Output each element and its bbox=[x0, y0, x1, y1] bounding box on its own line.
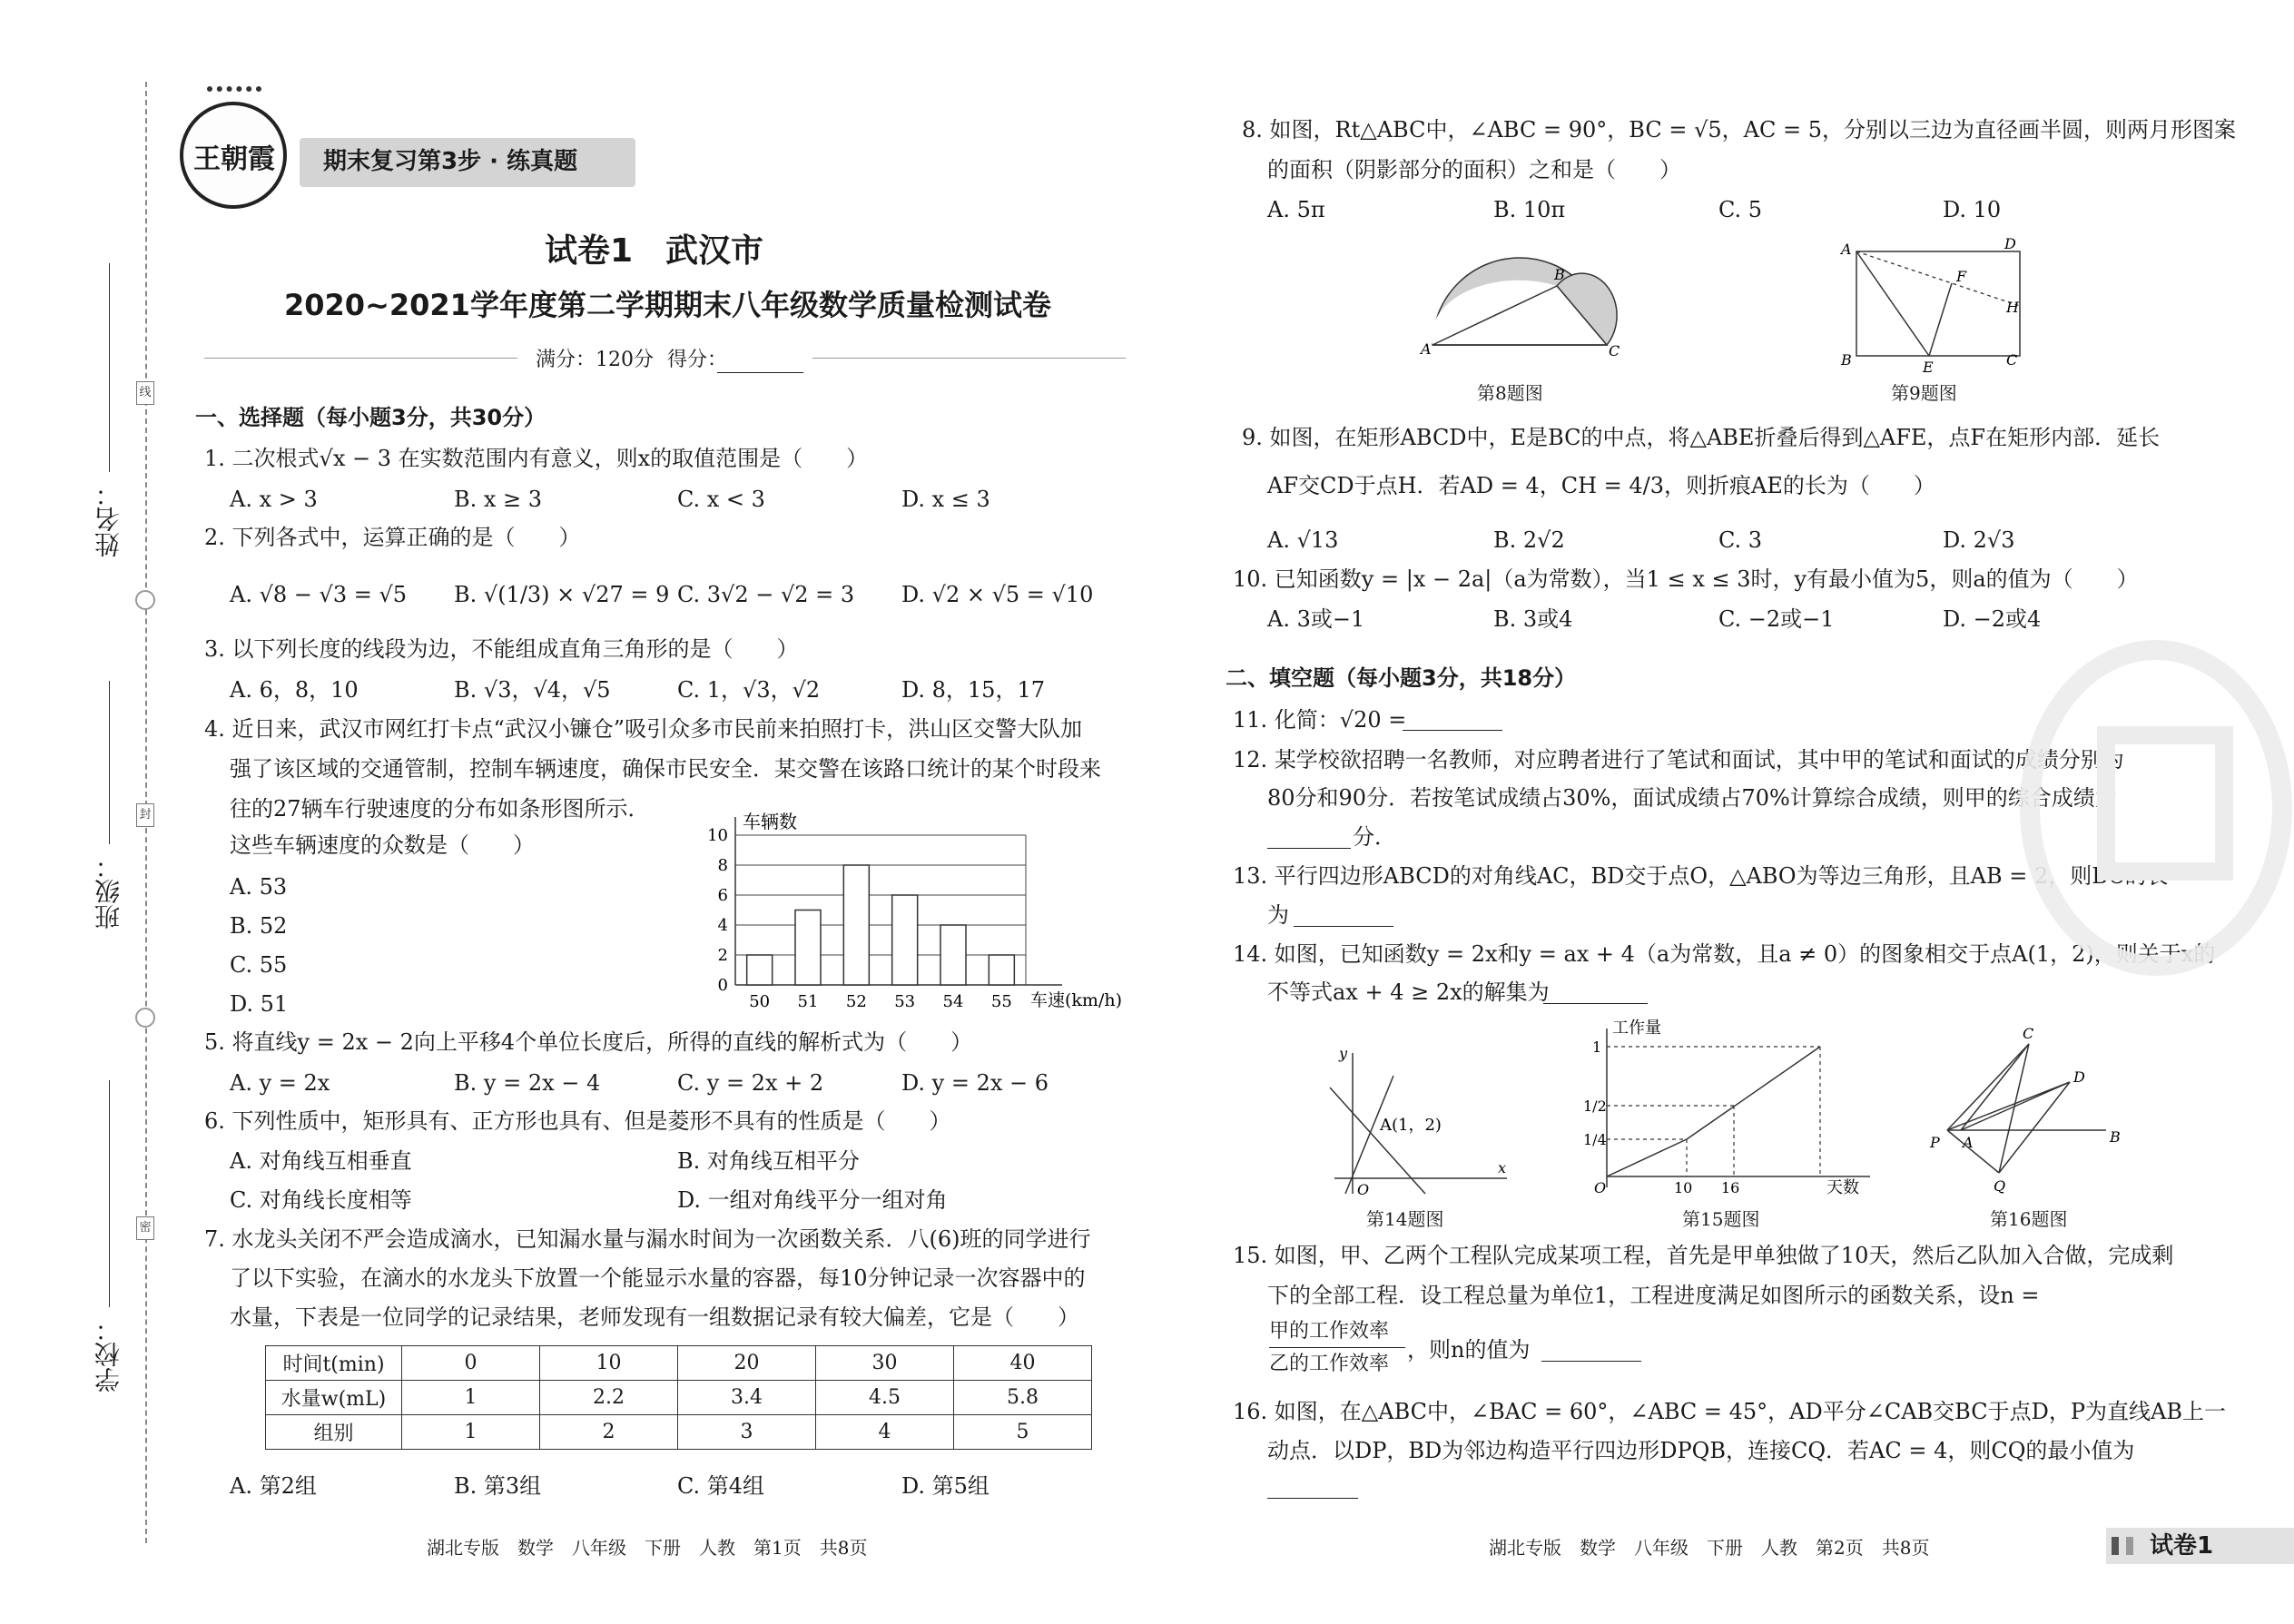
q4-line2: 强了该区域的交通管制，控制车辆速度，确保市民安全．某交警在该路口统计的某个时段来 bbox=[230, 756, 1101, 782]
binding-hole bbox=[135, 1008, 155, 1028]
table-cell: 水量w(mL) bbox=[266, 1381, 402, 1415]
class-field[interactable] bbox=[109, 681, 110, 844]
chart-bar bbox=[892, 895, 918, 985]
q4-option-a[interactable]: A. 53 bbox=[230, 874, 288, 900]
figure-15-ylabel: 工作量 bbox=[1612, 1019, 1661, 1038]
q16-answer-blank[interactable] bbox=[1267, 1498, 1358, 1499]
figure-9 bbox=[1834, 238, 2024, 374]
svg-text:10: 10 bbox=[1674, 1179, 1693, 1196]
banner-text: 期末复习第3步 · 练真题 bbox=[323, 148, 578, 175]
q8-line2: 的面积（阴影部分的面积）之和是（ ） bbox=[1267, 157, 1681, 182]
q4-line3: 往的27辆车行驶速度的分布如条形图所示． bbox=[230, 796, 650, 822]
page-tag bbox=[2106, 1528, 2294, 1564]
chart-xtick-label: 54 bbox=[942, 992, 964, 1011]
svg-text:C: C bbox=[2006, 351, 2018, 369]
binding-hole bbox=[135, 590, 155, 610]
svg-text:D: D bbox=[2073, 1068, 2085, 1086]
q3-option-c[interactable]: C. 1，√3，√2 bbox=[677, 677, 821, 703]
q5-option-a[interactable]: A. y = 2x bbox=[230, 1070, 330, 1096]
svg-text:D: D bbox=[2004, 238, 2016, 252]
q2: 2. 下列各式中，运算正确的是（ ） bbox=[204, 525, 581, 550]
q15-fraction-bar bbox=[1269, 1347, 1405, 1348]
q12-answer-blank[interactable] bbox=[1267, 848, 1351, 849]
q1-option-a[interactable]: A. x > 3 bbox=[230, 487, 318, 512]
figure-15-ytick: 1 bbox=[1592, 1038, 1602, 1056]
q8-option-b[interactable]: B. 10π bbox=[1493, 197, 1566, 222]
svg-text:O: O bbox=[1594, 1179, 1607, 1196]
svg-text:Q: Q bbox=[1994, 1177, 2006, 1195]
q8-option-a[interactable]: A. 5π bbox=[1267, 197, 1325, 222]
q13-answer-blank[interactable] bbox=[1294, 926, 1393, 927]
table-row bbox=[266, 1346, 1092, 1381]
table-cell: 10 bbox=[540, 1346, 678, 1381]
q10-option-d[interactable]: D. −2或4 bbox=[1943, 606, 2042, 632]
q5-option-c[interactable]: C. y = 2x + 2 bbox=[677, 1070, 824, 1096]
figure-16 bbox=[1925, 1026, 2133, 1198]
table-cell: 2.2 bbox=[540, 1381, 678, 1415]
figure-14-point: A(1，2) bbox=[1380, 1116, 1442, 1135]
table-cell: 20 bbox=[678, 1346, 816, 1381]
figure-16-caption: 第16题图 bbox=[1990, 1208, 2068, 1230]
seal-mark-secret: 密 bbox=[136, 1216, 154, 1240]
chart-xtick-label: 51 bbox=[797, 992, 819, 1011]
q15-line2: 下的全部工程．设工程总量为单位1，工程进度满足如图所示的函数关系，设n = bbox=[1267, 1283, 2040, 1308]
chart-ytick-label: 10 bbox=[707, 826, 728, 845]
table-row bbox=[266, 1381, 1092, 1415]
q6-option-b[interactable]: B. 对角线互相平分 bbox=[677, 1148, 860, 1174]
name-field[interactable] bbox=[109, 263, 110, 472]
title-rule bbox=[812, 358, 1126, 359]
chart-ytick-label: 0 bbox=[717, 976, 728, 995]
q8-option-d[interactable]: D. 10 bbox=[1943, 197, 2002, 222]
svg-text:16: 16 bbox=[1721, 1179, 1740, 1196]
table-cell: 时间t(min) bbox=[266, 1346, 402, 1381]
q6-option-c[interactable]: C. 对角线长度相等 bbox=[230, 1187, 412, 1213]
q3-option-a[interactable]: A. 6，8，10 bbox=[230, 677, 359, 703]
score-input[interactable] bbox=[717, 372, 803, 373]
chart-bar bbox=[843, 865, 869, 985]
q3: 3. 以下列长度的线段为边，不能组成直角三角形的是（ ） bbox=[204, 636, 799, 662]
figure-14-caption: 第14题图 bbox=[1366, 1208, 1444, 1230]
q7-option-b[interactable]: B. 第3组 bbox=[454, 1473, 542, 1499]
table-cell: 组别 bbox=[266, 1415, 402, 1450]
q7-line2: 了以下实验，在滴水的水龙头下放置一个能显示水量的容器，每10分钟记录一次容器中的 bbox=[230, 1265, 1086, 1291]
q10-option-a[interactable]: A. 3或−1 bbox=[1267, 606, 1365, 632]
seal-mark-line: 线 bbox=[136, 381, 154, 405]
q4-line1: 4. 近日来，武汉市网红打卡点“武汉小镰仓”吸引众多市民前来拍照打卡，洪山区交警大队加 bbox=[204, 716, 1083, 742]
q5-option-d[interactable]: D. y = 2x − 6 bbox=[901, 1070, 1049, 1096]
chart-bar bbox=[940, 925, 966, 985]
chart-bar bbox=[747, 955, 773, 985]
header-banner bbox=[300, 138, 635, 187]
q14-line2: 不等式ax + 4 ≥ 2x的解集为 bbox=[1267, 979, 1550, 1005]
chart-xtick-label: 50 bbox=[749, 992, 771, 1011]
q9-option-d[interactable]: D. 2√3 bbox=[1943, 527, 2015, 553]
svg-text:x: x bbox=[1498, 1159, 1507, 1176]
q15-fraction-numerator: 甲的工作效率 bbox=[1269, 1320, 1390, 1343]
title-rule bbox=[204, 358, 517, 359]
chart-bar bbox=[989, 955, 1014, 985]
svg-text:B: B bbox=[1554, 266, 1565, 283]
q2-option-a[interactable]: A. √8 − √3 = √5 bbox=[230, 582, 408, 607]
q4-option-b[interactable]: B. 52 bbox=[230, 913, 288, 939]
svg-text:B: B bbox=[1841, 351, 1852, 369]
svg-text:y: y bbox=[1339, 1045, 1348, 1062]
q7-option-c[interactable]: C. 第4组 bbox=[677, 1473, 765, 1499]
q2-option-b[interactable]: B. √(1/3) × √27 = 9 bbox=[454, 582, 670, 607]
q12-line1: 12. 某学校欲招聘一名教师，对应聘者进行了笔试和面试，其中甲的笔试和面试的成绩分别为 bbox=[1233, 747, 2124, 773]
school-field[interactable] bbox=[109, 1080, 110, 1307]
score-full: 满分：120分 bbox=[536, 349, 654, 371]
svg-text:C: C bbox=[2023, 1026, 2034, 1042]
svg-text:A: A bbox=[1421, 340, 1432, 358]
tag-squares-icon bbox=[2112, 1537, 2133, 1555]
brand-logo bbox=[180, 102, 287, 209]
svg-text:B: B bbox=[2110, 1128, 2121, 1146]
svg-text:F: F bbox=[1956, 268, 1967, 285]
crown-icon bbox=[207, 86, 261, 108]
svg-text:O: O bbox=[1357, 1181, 1370, 1198]
q15-line1: 15. 如图，甲、乙两个工程队完成某项工程，首先是甲单独做了10天，然后乙队加入合做，完成剩 bbox=[1233, 1243, 2174, 1268]
chart-xtick-label: 52 bbox=[845, 992, 867, 1011]
table-cell: 1 bbox=[402, 1415, 540, 1450]
q10-option-b[interactable]: B. 3或4 bbox=[1493, 606, 1573, 632]
footer-left: 湖北专版 数学 八年级 下册 人教 第1页 共8页 bbox=[427, 1537, 868, 1559]
chart-xtick-label: 55 bbox=[990, 992, 1012, 1011]
table-cell: 4.5 bbox=[816, 1381, 954, 1415]
figure-15-xlabel: 天数 bbox=[1826, 1178, 1859, 1196]
water-table bbox=[265, 1345, 1092, 1450]
class-label: 班级： bbox=[94, 853, 123, 930]
footer-right: 湖北专版 数学 八年级 下册 人教 第2页 共8页 bbox=[1489, 1537, 1930, 1559]
q15-line3: ，则n的值为 bbox=[1407, 1337, 1531, 1363]
table-cell: 0 bbox=[402, 1346, 540, 1381]
q9-option-a[interactable]: A. √13 bbox=[1267, 527, 1339, 553]
seal-mark-seal: 封 bbox=[136, 803, 154, 827]
table-cell: 4 bbox=[816, 1415, 954, 1450]
figure-8-caption: 第8题图 bbox=[1477, 382, 1543, 404]
q5-option-b[interactable]: B. y = 2x − 4 bbox=[454, 1070, 601, 1096]
q4-option-d[interactable]: D. 51 bbox=[230, 991, 289, 1017]
table-cell: 2 bbox=[540, 1415, 678, 1450]
q2-option-d[interactable]: D. √2 × √5 = √10 bbox=[901, 582, 1094, 607]
q13-line1: 13. 平行四边形ABCD的对角线AC，BD交于点O，△ABO为等边三角形，且AB = 2，则BC的长 bbox=[1233, 863, 2169, 889]
q4-line4: 这些车辆速度的众数是（ ） bbox=[230, 832, 535, 858]
chart-ytick-label: 2 bbox=[717, 946, 728, 965]
q9-line2: AF交CD于点H．若AD = 4，CH = 4/3，则折痕AE的长为（ ） bbox=[1267, 473, 1935, 498]
svg-text:A: A bbox=[1963, 1134, 1974, 1151]
chart-xtick-label: 53 bbox=[894, 992, 916, 1011]
score-got: 得分： bbox=[667, 349, 728, 371]
q11-answer-blank[interactable] bbox=[1403, 730, 1502, 731]
exam-subtitle: 2020~2021学年度第二学期期末八年级数学质量检测试卷 bbox=[284, 288, 1051, 322]
q5: 5. 将直线y = 2x − 2向上平移4个单位长度后，所得的直线的解析式为（ ） bbox=[204, 1029, 973, 1055]
speed-bar-chart bbox=[690, 808, 1144, 1026]
q16-line1: 16. 如图，在△ABC中，∠BAC = 60°，∠ABC = 45°，AD平分∠CAB交BC于点D，P为直线AB上一 bbox=[1233, 1399, 2226, 1424]
q8-line1: 8. 如图，Rt△ABC中，∠ABC = 90°，BC = √5，AC = 5，分别以三边为直径画半圆，则两月形图案 bbox=[1242, 117, 2236, 143]
chart-ylabel: 车辆数 bbox=[743, 811, 797, 832]
figure-15-ytick: 1/4 bbox=[1583, 1131, 1607, 1148]
q4-option-c[interactable]: C. 55 bbox=[230, 952, 288, 978]
figure-15-ytick: 1/2 bbox=[1583, 1097, 1607, 1115]
figure-15-caption: 第15题图 bbox=[1682, 1208, 1760, 1230]
q16-line2: 动点．以DP，BD为邻边构造平行四边形DPQB，连接CQ．若AC = 4，则CQ的最小值为 bbox=[1267, 1438, 2135, 1463]
table-cell: 5.8 bbox=[954, 1381, 1092, 1415]
q10-option-c[interactable]: C. −2或−1 bbox=[1718, 606, 1835, 632]
q9-line1: 9. 如图，在矩形ABCD中，E是BC的中点，将△ABE折叠后得到△AFE，点F在矩形内部．延长 bbox=[1242, 425, 2161, 450]
q3-option-d[interactable]: D. 8，15，17 bbox=[901, 677, 1045, 703]
q13-line2: 为 bbox=[1267, 902, 1289, 928]
q12-line2: 80分和90分．若按笔试成绩占30%，面试成绩占70%计算综合成绩，则甲的综合成绩为 bbox=[1267, 785, 2117, 811]
q8-option-c[interactable]: C. 5 bbox=[1718, 197, 1763, 222]
table-cell: 5 bbox=[954, 1415, 1092, 1450]
svg-text:A: A bbox=[1841, 241, 1852, 258]
q1: 1. 二次根式√x − 3 在实数范围内有意义，则x的取值范围是（ ） bbox=[204, 446, 869, 471]
chart-ytick-label: 8 bbox=[717, 856, 728, 875]
q7-option-a[interactable]: A. 第2组 bbox=[230, 1473, 317, 1499]
q7-option-d[interactable]: D. 第5组 bbox=[901, 1473, 989, 1499]
section-choice: 一、选择题（每小题3分，共30分） bbox=[195, 405, 546, 430]
svg-text:C: C bbox=[1609, 342, 1620, 359]
q10: 10. 已知函数y = |x − 2a|（a为常数），当1 ≤ x ≤ 3时，y有最小值为5，则a的值为（ ） bbox=[1233, 566, 2139, 592]
q1-option-d[interactable]: D. x ≤ 3 bbox=[901, 487, 990, 512]
q6-option-d[interactable]: D. 一组对角线平分一组对角 bbox=[677, 1187, 948, 1213]
q7-line1: 7. 水龙头关闭不严会造成滴水，已知漏水量与漏水时间为一次函数关系．八(6)班的同学进行 bbox=[204, 1226, 1091, 1252]
tag-text: 试卷1 bbox=[2150, 1532, 2214, 1560]
q14-answer-blank[interactable] bbox=[1543, 1003, 1648, 1004]
q2-option-c[interactable]: C. 3√2 − √2 = 3 bbox=[677, 582, 855, 607]
q7-line3: 水量，下表是一位同学的记录结果，老师发现有一组数据记录有较大偏差，它是（ ） bbox=[230, 1304, 1079, 1330]
chart-ytick-label: 4 bbox=[717, 916, 728, 935]
figure-8 bbox=[1416, 245, 1634, 368]
figure-14 bbox=[1325, 1044, 1516, 1198]
name-label: 姓名： bbox=[94, 481, 123, 557]
q1-option-b[interactable]: B. x ≥ 3 bbox=[454, 487, 543, 512]
chart-xlabel: 车速(km/h) bbox=[1030, 990, 1122, 1010]
q1-option-c[interactable]: C. x < 3 bbox=[677, 487, 765, 512]
q15-fraction-denominator: 乙的工作效率 bbox=[1269, 1353, 1390, 1375]
q6-option-a[interactable]: A. 对角线互相垂直 bbox=[230, 1148, 412, 1174]
school-label: 学校： bbox=[94, 1316, 123, 1393]
q3-option-b[interactable]: B. √3，√4，√5 bbox=[454, 677, 611, 703]
q6: 6. 下列性质中，矩形具有、正方形也具有、但是菱形不具有的性质是（ ） bbox=[204, 1108, 951, 1134]
svg-text:H: H bbox=[2006, 299, 2019, 316]
chart-bar bbox=[795, 910, 821, 986]
table-cell: 40 bbox=[954, 1346, 1092, 1381]
watermark-seal-inner bbox=[2097, 726, 2233, 881]
svg-text:E: E bbox=[1923, 359, 1934, 374]
brand-name: 王朝霞 bbox=[193, 143, 275, 175]
table-row bbox=[266, 1415, 1092, 1450]
table-cell: 3 bbox=[678, 1415, 816, 1450]
q12-line3: 分． bbox=[1353, 824, 1396, 850]
q11: 11. 化简：√20 = bbox=[1233, 707, 1407, 733]
q14-line1: 14. 如图，已知函数y = 2x和y = ax + 4（a为常数，且a ≠ 0）的图象相交于点A(1，2)，则关于x的 bbox=[1233, 941, 2216, 967]
figure-9-caption: 第9题图 bbox=[1891, 382, 1957, 404]
chart-ytick-label: 6 bbox=[717, 886, 728, 905]
exam-title: 试卷1 武汉市 bbox=[545, 232, 764, 270]
table-cell: 30 bbox=[816, 1346, 954, 1381]
table-cell: 3.4 bbox=[678, 1381, 816, 1415]
figure-15 bbox=[1580, 1015, 1879, 1196]
q9-option-c[interactable]: C. 3 bbox=[1718, 527, 1763, 553]
q9-option-b[interactable]: B. 2√2 bbox=[1493, 527, 1565, 553]
svg-text:P: P bbox=[1930, 1134, 1940, 1151]
section-fill: 二、填空题（每小题3分，共18分） bbox=[1226, 665, 1577, 691]
table-cell: 1 bbox=[402, 1381, 540, 1415]
q15-answer-blank[interactable] bbox=[1541, 1361, 1641, 1362]
